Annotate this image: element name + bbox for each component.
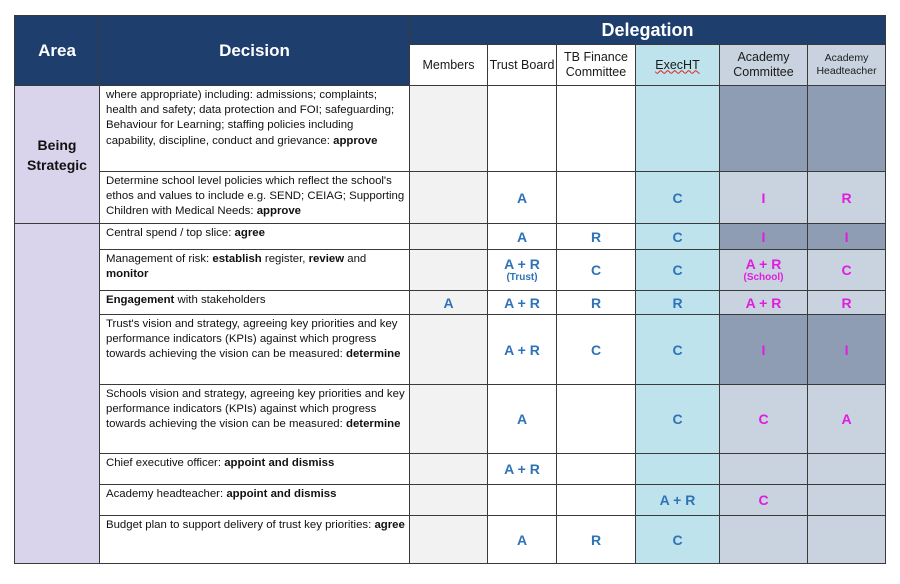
cell-execht bbox=[636, 250, 720, 291]
decision-text bbox=[100, 172, 410, 224]
table-row bbox=[15, 516, 886, 564]
cell-tb-finance bbox=[557, 485, 636, 516]
raci-mark: C bbox=[672, 189, 683, 206]
decision-text-segment: Chief executive officer: bbox=[106, 457, 225, 469]
cell-execht bbox=[636, 172, 720, 224]
table-row bbox=[15, 250, 886, 291]
cell-academy-committee bbox=[720, 86, 808, 172]
raci-mark: C bbox=[841, 262, 852, 278]
cell-execht bbox=[636, 315, 720, 385]
decision-text-segment: Schools vision and strategy, agreeing key priorities and key performance indicators (KPIs) against which progress towards achieving the vision can be measured: bbox=[106, 388, 405, 431]
cell-execht bbox=[636, 224, 720, 250]
cell-academy-headteacher bbox=[808, 172, 886, 224]
col-academy-headteacher-header: Academy Headteacher bbox=[808, 45, 886, 86]
raci-mark: A + R bbox=[504, 256, 540, 272]
cell-academy-headteacher bbox=[808, 385, 886, 454]
cell-academy-committee bbox=[720, 315, 808, 385]
decision-text-segment: approve bbox=[333, 134, 378, 147]
decision-text-segment: Central spend / top slice: bbox=[106, 227, 235, 239]
raci-mark: R bbox=[590, 228, 602, 245]
col-tb-finance-header: TB Finance Committee bbox=[557, 45, 636, 86]
cell-academy-headteacher bbox=[808, 485, 886, 516]
raci-mark: A bbox=[516, 228, 528, 245]
cell-members bbox=[410, 315, 488, 385]
raci-mark: A + R bbox=[659, 492, 696, 508]
decision-text bbox=[100, 516, 410, 564]
col-execht-header: ExecHT bbox=[636, 45, 720, 86]
cell-academy-headteacher bbox=[808, 86, 886, 172]
table-row bbox=[15, 385, 886, 454]
decision-text-segment: Academy headteacher: bbox=[106, 488, 227, 500]
decision-text bbox=[100, 315, 410, 385]
cell-academy-headteacher bbox=[808, 291, 886, 315]
table-row bbox=[15, 315, 886, 385]
cell-tb-finance bbox=[557, 454, 636, 485]
raci-mark: A bbox=[516, 531, 528, 548]
delegation-table bbox=[14, 15, 886, 564]
cell-trust-board bbox=[488, 86, 557, 172]
cell-trust-board bbox=[488, 291, 557, 315]
cell-tb-finance bbox=[557, 224, 636, 250]
decision-text bbox=[100, 385, 410, 454]
raci-mark: A + R bbox=[504, 341, 540, 358]
decision-text-segment: Management of risk: bbox=[106, 253, 213, 265]
cell-tb-finance bbox=[557, 291, 636, 315]
raci-mark: C bbox=[672, 228, 683, 245]
cell-trust-board bbox=[488, 385, 557, 454]
cell-execht bbox=[636, 291, 720, 315]
decision-text-segment: register, bbox=[261, 253, 309, 265]
raci-mark: A bbox=[841, 411, 852, 427]
area-header: Area bbox=[15, 16, 100, 86]
raci-mark: C bbox=[672, 411, 683, 427]
raci-mark: C bbox=[672, 341, 683, 358]
cell-academy-headteacher bbox=[808, 315, 886, 385]
cell-members bbox=[410, 86, 488, 172]
table-row bbox=[15, 224, 886, 250]
decision-text-segment: with stakeholders bbox=[174, 294, 266, 306]
cell-tb-finance bbox=[557, 86, 636, 172]
decision-text-segment: Engagement bbox=[106, 294, 175, 306]
decision-header: Decision bbox=[100, 16, 410, 86]
table-row bbox=[15, 485, 886, 516]
area-label: Being Strategic bbox=[15, 86, 100, 224]
raci-mark: C bbox=[672, 531, 683, 548]
cell-academy-committee bbox=[720, 172, 808, 224]
cell-members bbox=[410, 172, 488, 224]
raci-mark: A + R bbox=[504, 461, 540, 477]
cell-academy-committee bbox=[720, 291, 808, 315]
raci-mark: R bbox=[841, 189, 852, 206]
cell-execht bbox=[636, 516, 720, 564]
decision-text-segment: appoint and dismiss bbox=[224, 457, 335, 469]
cell-execht bbox=[636, 86, 720, 172]
cell-trust-board bbox=[488, 250, 557, 291]
raci-mark: I bbox=[761, 341, 766, 358]
raci-mark: C bbox=[590, 341, 602, 358]
cell-tb-finance bbox=[557, 385, 636, 454]
raci-note: (School) bbox=[743, 272, 784, 283]
raci-note: (Trust) bbox=[506, 272, 538, 283]
decision-text-segment: monitor bbox=[106, 268, 149, 281]
cell-execht bbox=[636, 385, 720, 454]
cell-members bbox=[410, 454, 488, 485]
decision-text-segment: and bbox=[344, 253, 367, 265]
decision-text-segment: agree bbox=[374, 519, 405, 531]
delegation-header: Delegation bbox=[410, 16, 886, 45]
cell-trust-board bbox=[488, 516, 557, 564]
table-row bbox=[15, 454, 886, 485]
decision-text-segment: approve bbox=[256, 205, 301, 218]
col-academy-committee-header: Academy Committee bbox=[720, 45, 808, 86]
raci-mark: I bbox=[844, 341, 849, 358]
area-column-fill bbox=[15, 224, 100, 564]
cell-members bbox=[410, 485, 488, 516]
decision-text-segment: Budget plan to support delivery of trust key priorities: bbox=[106, 519, 375, 531]
col-members-header: Members bbox=[410, 45, 488, 86]
decision-text bbox=[100, 86, 410, 172]
raci-mark: C bbox=[758, 411, 769, 427]
cell-tb-finance bbox=[557, 315, 636, 385]
raci-mark: R bbox=[590, 531, 602, 548]
cell-academy-headteacher bbox=[808, 250, 886, 291]
cell-members bbox=[410, 385, 488, 454]
cell-academy-committee bbox=[720, 516, 808, 564]
cell-academy-committee bbox=[720, 250, 808, 291]
cell-academy-headteacher bbox=[808, 224, 886, 250]
cell-execht bbox=[636, 454, 720, 485]
decision-text-segment: review bbox=[308, 253, 345, 265]
decision-text-segment: appoint and dismiss bbox=[226, 488, 337, 500]
decision-text-segment: determine bbox=[345, 348, 401, 361]
decision-text-segment: agree bbox=[234, 227, 265, 239]
raci-mark: I bbox=[844, 228, 849, 245]
decision-text-segment: determine bbox=[345, 418, 401, 431]
cell-academy-committee bbox=[720, 454, 808, 485]
cell-tb-finance bbox=[557, 250, 636, 291]
cell-trust-board bbox=[488, 224, 557, 250]
col-trust-board-header: Trust Board bbox=[488, 45, 557, 86]
cell-academy-committee bbox=[720, 385, 808, 454]
cell-members bbox=[410, 516, 488, 564]
raci-mark: A bbox=[516, 189, 528, 206]
raci-mark: I bbox=[761, 189, 766, 206]
cell-trust-board bbox=[488, 454, 557, 485]
decision-text bbox=[100, 485, 410, 516]
decision-text bbox=[100, 454, 410, 485]
raci-mark: R bbox=[841, 294, 852, 311]
raci-mark: C bbox=[672, 262, 683, 278]
decision-text bbox=[100, 224, 410, 250]
cell-trust-board bbox=[488, 315, 557, 385]
decision-text-segment: establish bbox=[212, 253, 262, 265]
cell-academy-headteacher bbox=[808, 454, 886, 485]
raci-mark: C bbox=[590, 262, 602, 278]
cell-academy-headteacher bbox=[808, 516, 886, 564]
raci-mark: A + R bbox=[745, 256, 782, 272]
cell-trust-board bbox=[488, 172, 557, 224]
table-row bbox=[15, 86, 886, 172]
raci-mark: A bbox=[443, 294, 454, 311]
raci-mark: I bbox=[761, 228, 766, 245]
decision-text bbox=[100, 291, 410, 315]
raci-mark: A + R bbox=[745, 294, 782, 311]
decision-text-segment: Trust's vision and strategy, agreeing key priorities and key performance indicators (KPIs) against which progress towards achieving the vision can be measured: bbox=[106, 318, 398, 361]
table-row bbox=[15, 291, 886, 315]
cell-execht bbox=[636, 485, 720, 516]
table-row bbox=[15, 172, 886, 224]
cell-academy-committee bbox=[720, 485, 808, 516]
decision-text-segment: Determine school level policies which reflect the school's ethos and values to include e.g. SEND; CEIAG; Supporting Children with Medical Needs: bbox=[106, 175, 405, 218]
raci-mark: R bbox=[672, 294, 683, 311]
raci-mark: A + R bbox=[504, 294, 540, 311]
decision-text bbox=[100, 250, 410, 291]
decision-text-segment: where appropriate) including: admissions; complaints; health and safety; data protection and FOI; safeguarding; Behaviour for Learning; staffing policies including capability, discipline, conduct and grievance: bbox=[106, 89, 395, 147]
raci-mark: R bbox=[590, 294, 602, 311]
cell-members bbox=[410, 250, 488, 291]
cell-members bbox=[410, 224, 488, 250]
raci-mark: C bbox=[758, 492, 769, 508]
cell-members bbox=[410, 291, 488, 315]
cell-tb-finance bbox=[557, 172, 636, 224]
cell-academy-committee bbox=[720, 224, 808, 250]
cell-trust-board bbox=[488, 485, 557, 516]
raci-mark: A bbox=[516, 411, 528, 427]
cell-tb-finance bbox=[557, 516, 636, 564]
